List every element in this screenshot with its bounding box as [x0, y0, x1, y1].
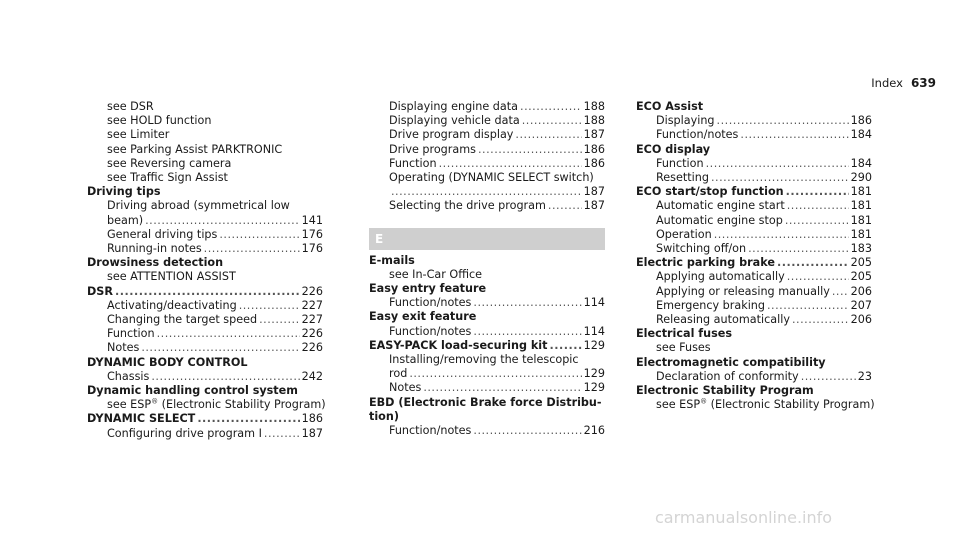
index-column-2 — [369, 100, 605, 438]
entry-text: Running-in notes — [107, 242, 202, 256]
page-ref: 207 — [850, 298, 872, 312]
section-letter: E — [375, 231, 384, 246]
entry-text: Function — [656, 156, 704, 170]
index-subentry-row — [636, 242, 872, 256]
index-subentry: Driving abroad (symmetrical low — [107, 199, 290, 213]
page-ref: 187 — [583, 185, 605, 199]
dot-leader — [423, 381, 581, 395]
dot-leader — [264, 427, 300, 441]
index-subentry-row — [636, 114, 872, 128]
index-term: tion) — [369, 409, 399, 423]
dot-leader — [549, 339, 581, 353]
page-ref: 181 — [850, 213, 872, 227]
entry-text: Function/notes — [389, 424, 472, 438]
registered-mark: ® — [151, 397, 159, 406]
entry-text: Displaying vehicle data — [389, 114, 520, 128]
index-subentry-esp — [636, 397, 875, 412]
page-ref: 290 — [850, 171, 872, 185]
dot-leader — [832, 285, 849, 299]
page-ref: 23 — [857, 369, 872, 383]
index-term: Electronic Stability Program — [636, 384, 814, 398]
index-subentry: see DSR — [107, 100, 154, 113]
entry-text: Applying automatically — [656, 270, 785, 284]
page-ref: 176 — [301, 227, 323, 241]
page-ref: 188 — [583, 100, 605, 113]
dot-leader — [473, 325, 581, 339]
page-ref: 114 — [583, 324, 605, 338]
index-subentry-row — [87, 313, 323, 327]
index-subentry: see Fuses — [656, 341, 711, 355]
index-subentry-row — [87, 214, 323, 228]
index-subentry-row — [369, 157, 605, 171]
page-header-title: Index — [871, 76, 903, 90]
esp-post: (Electronic Stability Program) — [158, 398, 326, 412]
dot-leader — [748, 242, 849, 256]
dot-leader — [478, 143, 582, 157]
index-subentry-row — [87, 327, 323, 341]
page-ref: 186 — [301, 412, 323, 426]
index-subentry-row — [369, 143, 605, 157]
dot-leader — [706, 157, 849, 171]
page-ref: 183 — [850, 242, 872, 256]
entry-text: Emergency braking — [656, 298, 765, 312]
index-subentry-row — [87, 228, 323, 242]
esp-pre: see ESP — [107, 398, 152, 412]
page-ref: 176 — [301, 242, 323, 256]
page-ref: 205 — [850, 256, 872, 270]
entry-text: Applying or releasing manually — [656, 284, 830, 298]
entry-text: Notes — [107, 341, 140, 355]
index-term: Electromagnetic compatibility — [636, 355, 826, 369]
index-term-row — [369, 339, 605, 353]
index-subentry: see Limiter — [107, 128, 170, 142]
registered-mark: ® — [700, 397, 708, 406]
index-column-3 — [636, 100, 875, 412]
dot-leader — [777, 256, 849, 270]
dot-leader — [714, 228, 849, 242]
index-subentry-row — [87, 242, 323, 256]
index-subentry: see Parking Assist PARKTRONIC — [107, 142, 283, 156]
entry-text: Electric parking brake — [636, 256, 775, 270]
dot-leader — [717, 114, 849, 128]
entry-text: Operation — [656, 227, 712, 241]
page-ref: 242 — [301, 369, 323, 383]
entry-text: DSR — [87, 284, 113, 298]
page-ref: 114 — [583, 296, 605, 310]
index-term: ECO Assist — [636, 100, 704, 113]
index-subentry: see In-Car Office — [389, 267, 483, 281]
index-term-row — [87, 285, 323, 299]
section-header-e — [369, 228, 605, 250]
entry-text: Automatic engine stop — [656, 213, 783, 227]
entry-text: Function/notes — [656, 128, 739, 142]
index-subentry-row — [636, 299, 872, 313]
page-ref: 216 — [583, 424, 605, 438]
index-subentry-row — [369, 199, 605, 213]
index-subentry-row — [636, 270, 872, 284]
esp-pre: see ESP — [656, 398, 701, 412]
index-term: DYNAMIC BODY CONTROL — [87, 355, 248, 369]
page-ref: 226 — [301, 327, 323, 341]
watermark-text: carmanualsonline.info — [655, 508, 833, 527]
entry-text: Function/notes — [389, 296, 472, 310]
index-subentry-row — [369, 185, 605, 199]
entry-text: Displaying — [656, 114, 715, 128]
entry-text: beam) — [107, 213, 144, 227]
index-subentry-row — [636, 370, 872, 384]
dot-leader — [145, 214, 300, 228]
page-ref: 227 — [301, 313, 323, 327]
page-ref: 186 — [583, 156, 605, 170]
index-term: Easy exit feature — [369, 310, 477, 324]
index-column-1 — [87, 100, 326, 441]
entry-text: EASY-PACK load-securing kit — [369, 338, 548, 352]
entry-text: Function/notes — [389, 324, 472, 338]
page-ref: 226 — [301, 284, 323, 298]
page-ref: 227 — [301, 298, 323, 312]
dot-leader — [259, 313, 300, 327]
entry-text: Automatic engine start — [656, 199, 785, 213]
index-term-row — [87, 412, 323, 426]
page-ref: 187 — [301, 426, 323, 440]
index-subentry-row — [636, 157, 872, 171]
dot-leader — [157, 327, 300, 341]
dot-leader — [391, 185, 582, 199]
index-subentry-row — [636, 214, 872, 228]
entry-text: Function — [107, 327, 155, 341]
index-term: Dynamic handling control system — [87, 384, 298, 398]
dot-leader — [515, 128, 581, 142]
index-term: ECO display — [636, 142, 711, 156]
entry-text: Displaying engine data — [389, 100, 519, 113]
index-subentry-row — [636, 285, 872, 299]
index-subentry: see ATTENTION ASSIST — [107, 270, 236, 284]
index-subentry-row — [369, 424, 605, 438]
index-subentry-row — [369, 114, 605, 128]
entry-text: Selecting the drive program — [389, 199, 546, 213]
entry-text: Configuring drive program I — [107, 426, 262, 440]
page-ref: 181 — [850, 185, 872, 199]
page-ref: 206 — [850, 313, 872, 327]
dot-leader — [522, 114, 582, 128]
index-subentry: see HOLD function — [107, 114, 212, 128]
entry-text: Switching off/on — [656, 242, 747, 256]
dot-leader — [115, 285, 300, 299]
index-subentry-row — [636, 199, 872, 213]
dot-leader — [204, 242, 300, 256]
dot-leader — [409, 367, 581, 381]
index-subentry-row — [636, 228, 872, 242]
index-subentry: see Reversing camera — [107, 156, 232, 170]
page-ref: 186 — [850, 114, 872, 128]
page-ref: 129 — [583, 367, 605, 381]
index-subentry-row — [369, 367, 605, 381]
page-ref: 206 — [850, 284, 872, 298]
dot-leader — [439, 157, 582, 171]
dot-leader — [786, 185, 849, 199]
entry-text: Chassis — [107, 369, 150, 383]
index-subentry: see Traffic Sign Assist — [107, 171, 228, 185]
page-ref: 129 — [583, 338, 605, 352]
page-header — [871, 76, 936, 90]
index-subentry-row — [369, 381, 605, 395]
dot-leader — [239, 299, 300, 313]
index-term: Drowsiness detection — [87, 256, 224, 270]
dot-leader — [785, 214, 849, 228]
dot-leader — [520, 100, 582, 114]
dot-leader — [801, 370, 856, 384]
page-ref: 184 — [850, 128, 872, 142]
dot-leader — [473, 424, 581, 438]
dot-leader — [473, 296, 581, 310]
entry-text: DYNAMIC SELECT — [87, 412, 196, 426]
index-subentry-row — [87, 341, 323, 355]
entry-text: Activating/deactivating — [107, 298, 237, 312]
page-ref: 129 — [583, 381, 605, 395]
dot-leader — [787, 270, 849, 284]
dot-leader — [197, 412, 299, 426]
dot-leader — [151, 370, 299, 384]
entry-text: Drive programs — [389, 142, 476, 156]
page-ref: 181 — [850, 199, 872, 213]
page-ref: 187 — [583, 199, 605, 213]
index-subentry-row — [87, 427, 323, 441]
page-ref: 186 — [583, 142, 605, 156]
index-term-row — [636, 185, 872, 199]
index-subentry-row — [369, 128, 605, 142]
index-subentry-row — [636, 313, 872, 327]
index-term-row — [636, 256, 872, 270]
page-ref: 141 — [301, 213, 323, 227]
dot-leader — [711, 171, 849, 185]
dot-leader — [219, 228, 299, 242]
index-subentry-row — [87, 370, 323, 384]
dot-leader — [787, 199, 849, 213]
page-ref: 187 — [583, 128, 605, 142]
index-subentry-row — [636, 128, 872, 142]
entry-text: Notes — [389, 381, 422, 395]
page-ref: 181 — [850, 227, 872, 241]
index-term: Driving tips — [87, 185, 161, 199]
index-subentry-esp — [87, 397, 326, 412]
dot-leader — [548, 199, 582, 213]
entry-text: Changing the target speed — [107, 313, 258, 327]
page-ref: 188 — [583, 114, 605, 128]
entry-text: rod — [389, 367, 408, 381]
entry-text: General driving tips — [107, 227, 218, 241]
index-subentry: Operating (DYNAMIC SELECT switch) — [389, 171, 594, 185]
index-subentry: Installing/removing the telescopic — [389, 353, 579, 367]
entry-text: Declaration of conformity — [656, 369, 799, 383]
page-ref: 226 — [301, 341, 323, 355]
index-term: E-mails — [369, 253, 415, 267]
dot-leader — [740, 128, 848, 142]
entry-text: Resetting — [656, 171, 709, 185]
page-ref: 205 — [850, 270, 872, 284]
page-number: 639 — [910, 76, 936, 90]
index-subentry-row — [369, 296, 605, 310]
page-ref: 184 — [850, 156, 872, 170]
dot-leader — [141, 341, 299, 355]
index-column-2-top — [369, 100, 605, 214]
index-subentry-row — [87, 299, 323, 313]
esp-post: (Electronic Stability Program) — [707, 398, 875, 412]
index-column-2-bottom — [369, 254, 605, 439]
entry-text: Releasing automatically — [656, 313, 790, 327]
index-term: Electrical fuses — [636, 327, 733, 341]
index-subentry-row — [369, 325, 605, 339]
index-subentry-row — [369, 100, 605, 114]
entry-text: Function — [389, 156, 437, 170]
index-subentry-row — [636, 171, 872, 185]
index-term: EBD (Electronic Brake force Distribu- — [369, 395, 602, 409]
entry-text: ECO start/stop function — [636, 185, 784, 199]
dot-leader — [767, 299, 849, 313]
index-term: Easy entry feature — [369, 282, 487, 296]
dot-leader — [792, 313, 849, 327]
entry-text: Drive program display — [389, 128, 514, 142]
